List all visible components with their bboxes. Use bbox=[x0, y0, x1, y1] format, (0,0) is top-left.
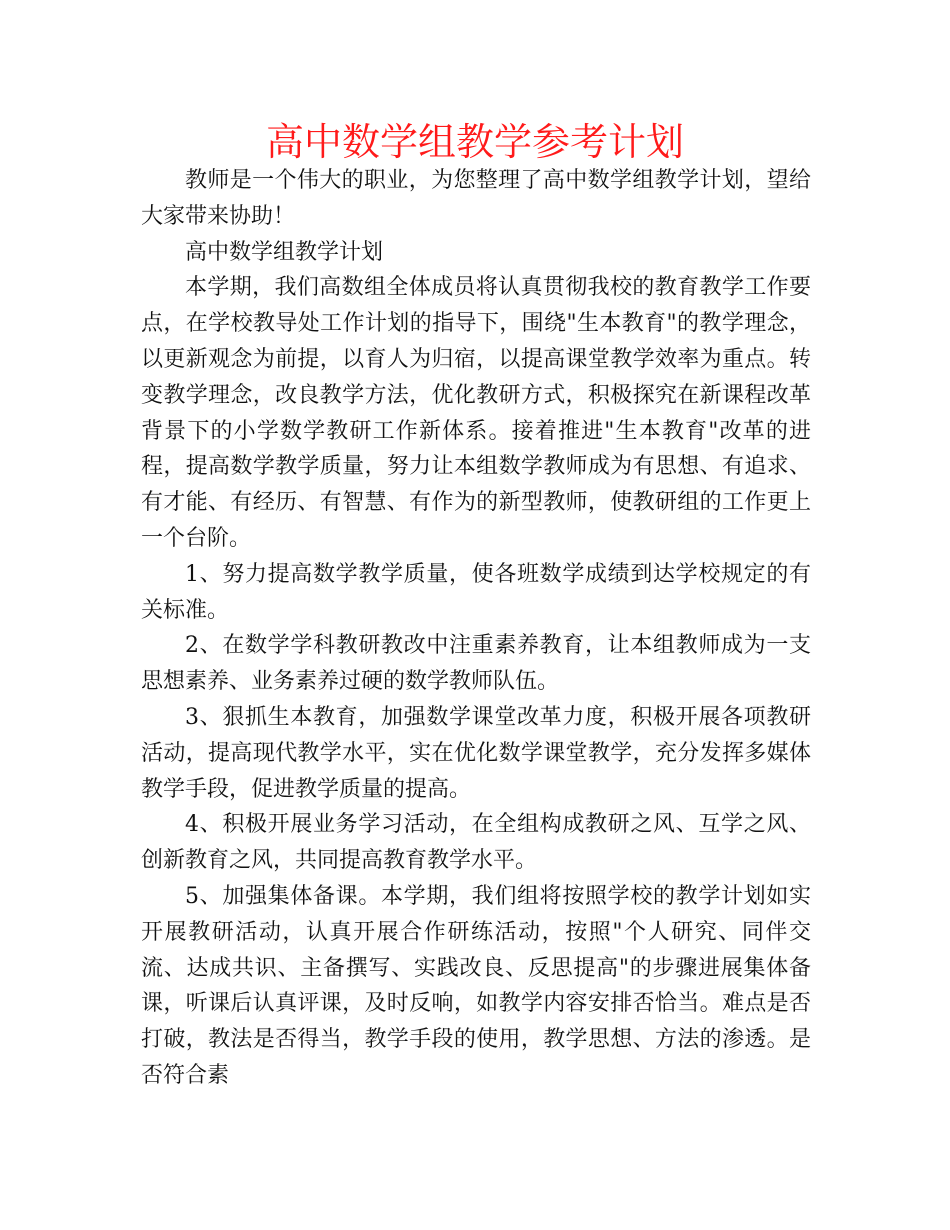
goal-item-2: 2、在数学学科教研教改中注重素养教育，让本组教师成为一支思想素养、业务素养过硬的数学教师队伍。 bbox=[141, 633, 811, 695]
goal-item-1: 1、努力提高数学教学质量，使各班数学成绩到达学校规定的有关标准。 bbox=[141, 561, 811, 623]
document-title: 高中数学组教学参考计划 bbox=[265, 120, 684, 164]
goal-item-3: 3、狠抓生本教育，加强数学课堂改革力度，积极开展各项教研活动，提高现代教学水平，实在优化数学课堂教学，充分发挥多媒体教学手段，促进教学质量的提高。 bbox=[141, 704, 811, 802]
section-heading: 高中数学组教学计划 bbox=[185, 239, 384, 265]
goal-item-4: 4、积极开展业务学习活动，在全组构成教研之风、互学之风、创新教育之风，共同提高教育教学水平。 bbox=[141, 812, 811, 874]
goal-item-5: 5、加强集体备课。本学期，我们组将按照学校的教学计划如实开展教研活动，认真开展合作研练活动，按照"个人研究、同伴交流、达成共识、主备撰写、实践改良、反思提高"的步骤进展集体备课，听课后认真评课，及时反响，如教学内容安排否恰当。难点是否打破，教法是否得当，教学手段的使用，教学思想、方法的渗透。是否符合素 bbox=[141, 883, 811, 1088]
overview-paragraph: 本学期，我们高数组全体成员将认真贯彻我校的教育教学工作要点，在学校教导处工作计划的指导下，围绕"生本教育"的教学理念，以更新观念为前提，以育人为归宿，以提高课堂教学效率为重点。转变教学理念，改良教学方法，优化教研方式，积极探究在新课程改革背景下的小学数学教研工作新体系。接着推进"生本教育"改革的进程，提高数学教学质量，努力让本组数学教师成为有思想、有追求、有才能、有经历、有智慧、有作为的新型教师，使教研组的工作更上一个台阶。 bbox=[141, 275, 811, 551]
document-body bbox=[141, 163, 811, 1094]
intro-paragraph: 教师是一个伟大的职业，为您整理了高中数学组教学计划，望给大家带来协助！ bbox=[141, 168, 811, 229]
